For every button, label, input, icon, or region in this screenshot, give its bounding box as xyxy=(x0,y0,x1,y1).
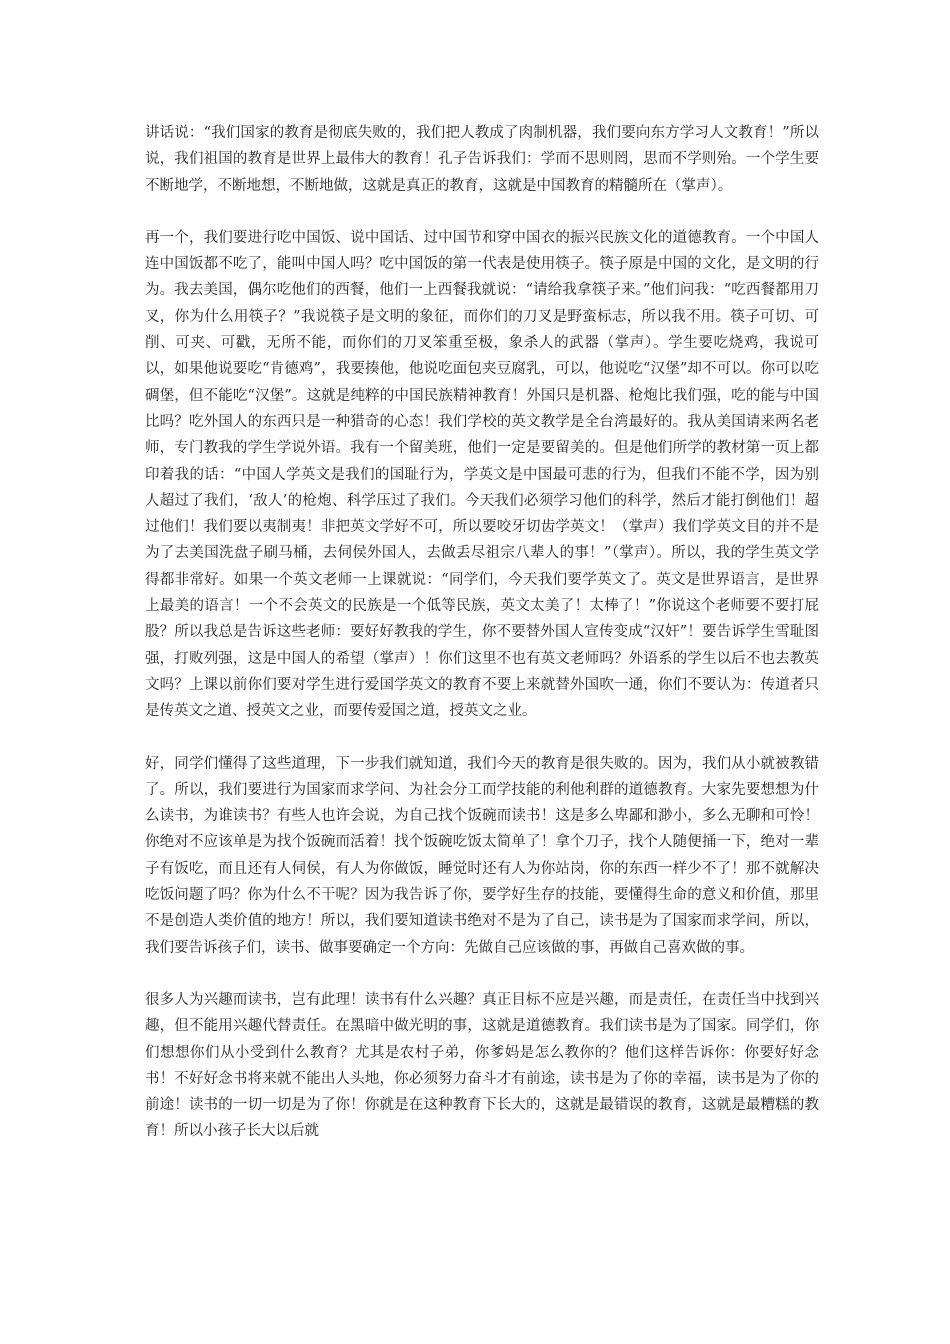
paragraph-2: 再一个，我们要进行吃中国饭、说中国话、过中国节和穿中国衣的振兴民族文化的道德教育。一个中国人连中国饭都不吃了，能叫中国人吗？吃中国饭的第一代表是使用筷子。筷子原是中国的文化，是文明的行为。我去美国，偶尔吃他们的西餐，他们一上西餐我就说：“请给我拿筷子来。”他们问我：“吃西餐都用刀叉，你为什么用筷子？”我说筷子是文明的象征，而你们的刀叉是野蛮标志，所以我不用。筷子可切、可削、可夹、可戳，无所不能，而你们的刀叉笨重至极，象杀人的武器（掌声）。学生要吃烧鸡，我说可以，如果他说要吃“肯德鸡”，我要揍他，他说吃面包夹豆腐乳，可以，他说吃“汉堡”却不可以。你可以吃碉堡，但不能吃“汉堡”。这就是纯粹的中国民族精神教育！外国只是机器、枪炮比我们强，吃的能与中国比吗？吃外国人的东西只是一种猎奇的心态！我们学校的英文教学是全台湾最好的。我从美国请来两名老师，专门教我的学生学说外语。我有一个留美班，他们一定是要留美的。但是他们所学的教材第一页上都印着我的话：“中国人学英文是我们的国耻行为，学英文是中国最可悲的行为，但我们不能不学，因为别人超过了我们，‘敌人’的枪炮、科学压过了我们。今天我们必须学习他们的科学，然后才能打倒他们！超过他们！我们要以夷制夷！非把英文学好不可，所以要咬牙切齿学英文！（掌声）我们学英文目的并不是为了去美国洗盘子刷马桶，去伺侯外国人，去做丢尽祖宗八辈人的事！”（掌声）。所以，我的学生英文学得都非常好。如果一个英文老师一上课就说：“同学们，今天我们要学英文了。英文是世界语言，是世界上最美的语言！一个不会英文的民族是一个低等民族，英文太美了！太棒了！”你说这个老师要不要打屁股？所以我总是告诉这些老师：要好好教我的学生，你不要替外国人宣传变成“汉奸”！要告诉学生雪耻图强，打败列强，这是中国人的希望（掌声）！你们这里不也有英文老师吗？外语系的学生以后不也去教英文吗？上课以前你们要对学生进行爱国学英文的教育不要上来就替外国吹一通，你们不要认为：传道者只是传英文之道、授英文之业，而要传爱国之道，授英文之业。 xyxy=(145,229,819,720)
paragraph-1: 讲话说：“我们国家的教育是彻底失败的，我们把人教成了肉制机器，我们要向东方学习人文教育！”所以说，我们祖国的教育是世界上最伟大的教育！孔子告诉我们：学而不思则罔，思而不学则殆。一个学生要不断地学，不断地想，不断地做，这就是真正的教育，这就是中国教育的精髓所在（掌声）。 xyxy=(145,125,819,194)
paragraph-4: 很多人为兴趣而读书，岂有此理！读书有什么兴趣？真正目标不应是兴趣，而是责任，在责任当中找到兴趣，但不能用兴趣代替责任。在黑暗中做光明的事，这就是道德教育。我们读书是为了国家。同学们，你们想想你们从小受到什么教育？尤其是农村子弟，你爹妈是怎么教你的？他们这样告诉你：你要好好念书！不好好念书将来就不能出人头地，你必须努力奋斗才有前途，读书是为了你的幸福，读书是为了你的前途！读书的一切一切是为了你！你就是在这种教育下长大的，这就是最错误的教育，这就是最糟糕的教育！所以小孩子长大以后就 xyxy=(145,991,819,1140)
paragraph-3: 好，同学们懂得了这些道理，下一步我们就知道，我们今天的教育是很失败的。因为，我们从小就被教错了。所以，我们要进行为国家而求学问、为社会分工而学技能的利他利群的道德教育。大家先要想想为什么读书，为谁读书？有些人也许会说，为自己找个饭碗而读书！这是多么卑鄙和渺小，多么无聊和可怜！你绝对不应该单是为找个饭碗而活着！找个饭碗吃饭太简单了！拿个刀子，找个人随便捅一下，绝对一辈子有饭吃，而且还有人伺侯，有人为你做饭，睡觉时还有人为你站岗，你的东西一样少不了！那不就解决吃饭问题了吗？你为什么不干呢？因为我告诉了你，要学好生存的技能，要懂得生命的意义和价值，那里不是创造人类价值的地方！所以，我们要知道读书绝对不是为了自己，读书是为了国家而求学问，所以，我们要告诉孩子们，读书、做事要确定一个方向：先做自己应该做的事，再做自己喜欢做的事。 xyxy=(145,755,819,956)
document-body xyxy=(145,120,819,1145)
